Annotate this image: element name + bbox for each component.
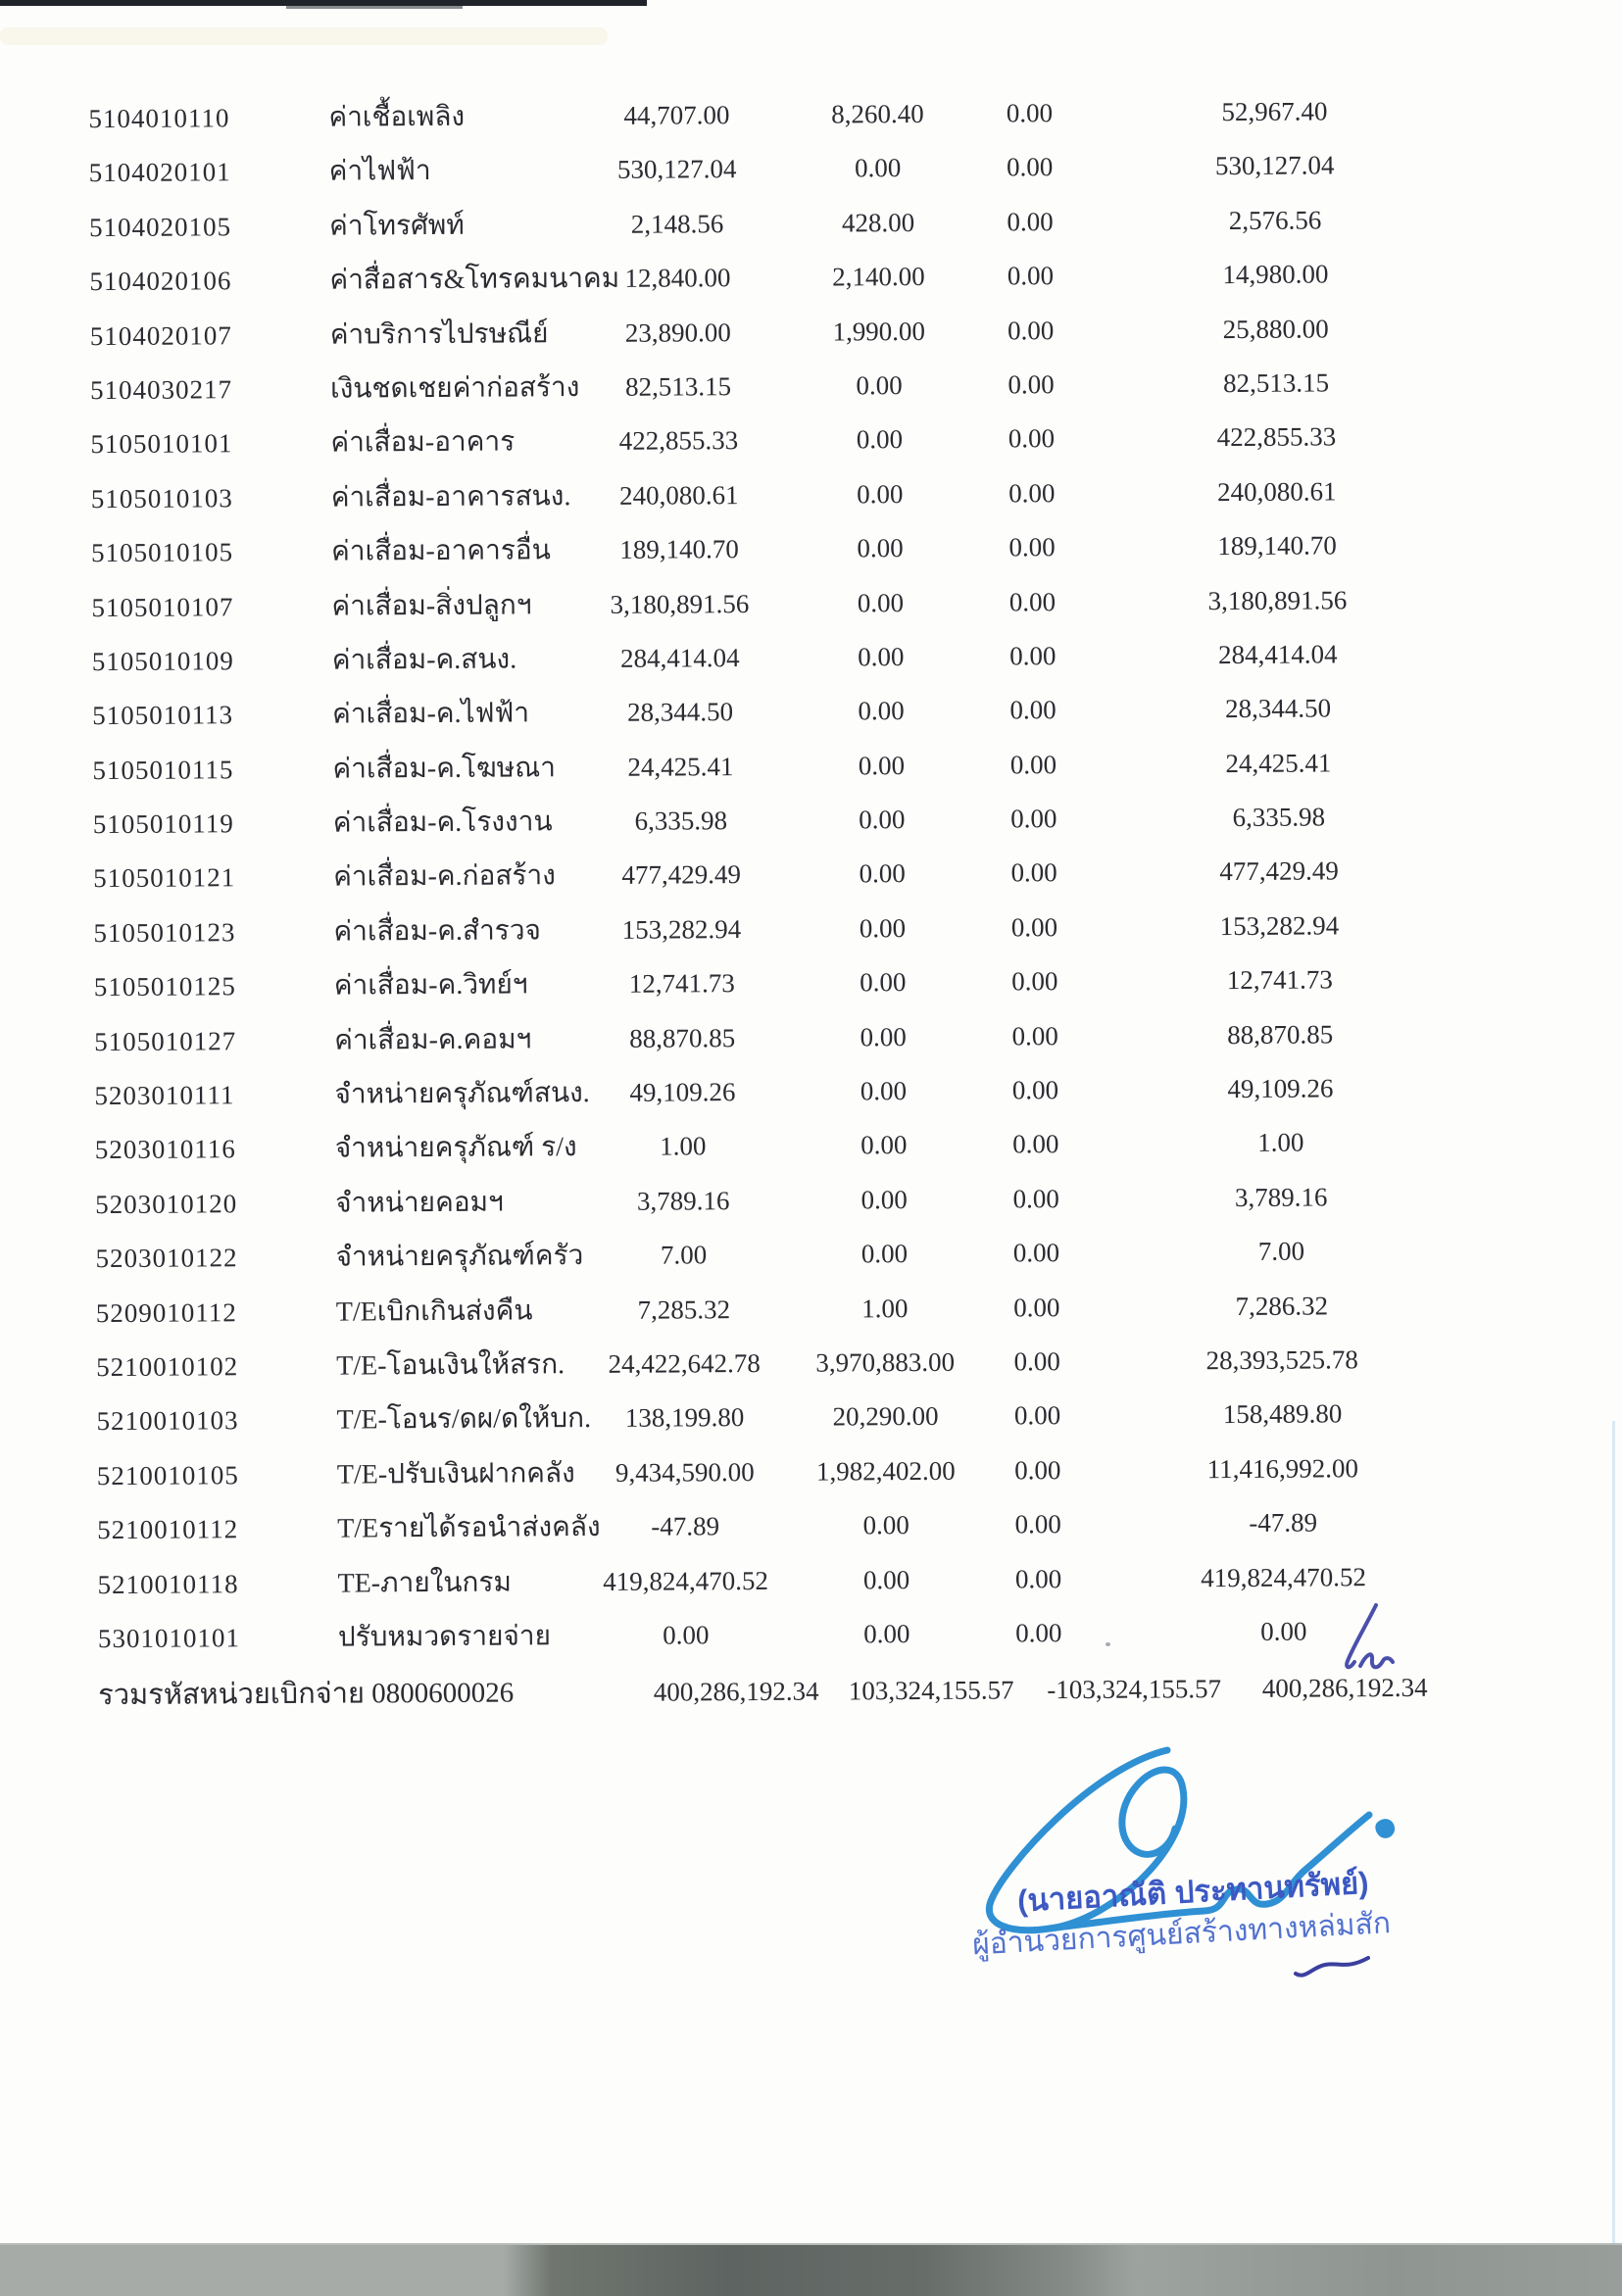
table-row [0,843,1617,906]
amount-col2: 0.00 [857,587,905,617]
table-row [0,1223,1620,1287]
amount-col3: 0.00 [1014,1509,1061,1539]
amount-col3: 0.00 [1010,804,1057,834]
account-description: ค่าเสื่อม-ค.โรงงาน [332,806,553,839]
stamp-name: (นายอาณัติ ประทานทรัพย์) [1016,1865,1370,1919]
amount-col3: 0.00 [1007,152,1054,182]
amount-col2: 0.00 [860,1076,908,1106]
table-row [0,463,1615,526]
amount-col4: 6,335.98 [1232,802,1326,833]
account-description: ค่าเสื่อม-ค.สำรวจ [333,915,542,948]
amount-col3: 0.00 [1015,1618,1062,1648]
account-code: 5210010105 [96,1460,239,1490]
account-description: ค่าเสื่อม-สิ่งปลูกฯ [331,589,532,622]
stamp-position-title: ผู้อำนวยการศูนย์สร้างทางหล่มสัก [971,1907,1392,1962]
account-description: ค่าเสื่อม-ค.โฆษณา [332,752,556,785]
total-amount-col2: 103,324,155.57 [848,1675,1014,1706]
amount-col1: 477,429.49 [621,859,741,891]
table-row [0,734,1617,798]
amount-col2: 1.00 [861,1293,909,1323]
account-description: จำหน่ายครุภัณฑ์สนง. [334,1078,590,1110]
account-code: 5105010123 [93,917,236,948]
account-description: ค่าเสื่อม-อาคารสนง. [330,480,571,513]
account-code: 5105010127 [94,1025,237,1056]
account-description: ค่าเสื่อม-ค.คอมฯ [334,1024,532,1056]
account-description: เงินชดเชยค่าก่อสร้าง [330,372,580,405]
amount-col4: 7,286.32 [1235,1291,1329,1321]
amount-col2: 428.00 [841,207,915,238]
account-description: จำหน่ายครุภัณฑ์ครัว [335,1241,584,1273]
amount-col2: 1,990.00 [832,316,926,347]
account-description: ค่าสื่อสาร&โทรคมนาคม [329,264,620,296]
account-code: 5105010119 [92,808,234,840]
amount-col3: 0.00 [1007,261,1055,291]
amount-col3: 0.00 [1006,98,1054,128]
amount-col4: 88,870.85 [1227,1019,1334,1050]
account-description: T/Eรายได้รอนำส่งคลัง [337,1512,601,1544]
amount-col3: 0.00 [1007,206,1054,237]
table-row [0,191,1613,255]
amount-col1: 23,890.00 [624,317,731,348]
amount-col4: 14,980.00 [1222,259,1329,290]
account-description: ค่าเสื่อม-อาคารอื่น [331,535,551,567]
amount-col4: 284,414.04 [1217,639,1338,670]
account-code: 5210010102 [96,1351,239,1383]
amount-col3: 0.00 [1013,1346,1060,1377]
account-description: T/E-ปรับเงินฝากคลัง [336,1457,575,1490]
amount-col1: 284,414.04 [619,643,740,673]
table-row [0,1168,1619,1232]
table-row [0,571,1616,635]
account-code: 5104030217 [90,374,233,406]
amount-col4: -47.89 [1249,1507,1318,1539]
amount-col1: 28,344.50 [627,697,734,728]
amount-col1: 153,282.94 [621,913,742,945]
amount-col4: 1.00 [1257,1128,1304,1158]
amount-col2: 0.00 [860,1239,909,1269]
scan-right-line-artifact [1612,1421,1615,2244]
account-description: ค่าเชื้อเพลิง [328,101,466,133]
account-description: T/E-โอนร/ดผ/ดให้บก. [336,1403,592,1437]
amount-col1: 3,180,891.56 [610,588,750,619]
amount-col3: 0.00 [1013,1400,1061,1431]
table-row [0,355,1614,418]
amount-col2: 0.00 [856,424,904,455]
amount-col1: 240,080.61 [618,479,739,511]
account-code: 5203010116 [94,1134,236,1165]
amount-col4: 419,824,470.52 [1201,1561,1366,1592]
amount-col2: 0.00 [856,370,903,401]
amount-col1: 24,425.41 [627,751,734,782]
amount-col2: 0.00 [859,858,906,889]
amount-col1: 12,741.73 [628,968,735,1000]
account-table [0,83,1622,1667]
amount-col4: 7.00 [1257,1236,1305,1267]
account-description: ค่าเสื่อม-ค.วิทย์ฯ [333,969,528,1001]
account-code: 5104010110 [88,103,230,134]
amount-col4: 530,127.04 [1214,150,1335,181]
amount-col4: 3,789.16 [1234,1182,1328,1212]
account-code: 5105010115 [92,754,234,785]
amount-col3: 0.00 [1012,1129,1059,1159]
amount-col1: 12,840.00 [624,263,731,293]
total-amount-col4: 400,286,192.34 [1261,1672,1428,1703]
amount-col1: 44,707.00 [623,100,730,130]
table-row [0,680,1616,744]
account-code: 5301010101 [97,1623,240,1654]
table-row [0,1114,1619,1178]
amount-col4: 153,282.94 [1219,910,1340,941]
amount-col4: 240,080.61 [1216,476,1337,507]
account-code: 5203010111 [94,1080,235,1111]
table-row [0,1277,1620,1341]
amount-col4: 477,429.49 [1219,855,1339,887]
amount-col1: 3,789.16 [636,1185,730,1216]
account-description: ค่าเสื่อม-ค.ก่อสร้าง [333,860,556,894]
amount-col2: 0.00 [857,478,904,510]
table-row [0,246,1614,310]
account-code: 5203010122 [95,1243,238,1274]
account-description: ค่าเสื่อม-ค.สนง. [331,644,517,676]
table-row [0,1060,1619,1124]
amount-col4: 158,489.80 [1222,1398,1343,1430]
amount-col2: 2,140.00 [832,262,925,292]
account-description: ค่าบริการไปรษณีย์ [329,318,549,351]
account-code: 5210010118 [97,1568,239,1599]
account-code: 5105010105 [91,537,234,568]
amount-col3: 0.00 [1012,1183,1059,1214]
amount-col4: 28,344.50 [1225,693,1332,724]
amount-col1: 1.00 [660,1131,707,1162]
amount-col4: 52,967.40 [1221,96,1328,127]
amount-col4: 11,416,992.00 [1206,1453,1359,1484]
table-row [0,1005,1618,1069]
amount-col3: 0.00 [1011,1020,1058,1051]
amount-col2: 0.00 [860,967,907,998]
account-code: 5209010112 [95,1296,237,1328]
account-description: ค่าเสื่อม-ค.ไฟฟ้า [332,698,530,730]
account-description: จำหน่ายคอมฯ [335,1187,504,1219]
account-code: 5104020105 [89,212,232,242]
account-code: 5104020106 [89,266,232,297]
amount-col1: 422,855.33 [618,425,739,457]
amount-col4: 82,513.15 [1222,367,1330,399]
amount-col4: 0.00 [1260,1616,1307,1646]
table-row [0,1440,1621,1503]
account-code: 5203010120 [95,1189,238,1219]
amount-col2: 0.00 [858,641,905,672]
account-code: 5105010113 [92,700,234,731]
amount-col1: 88,870.85 [629,1022,736,1053]
total-amount-col1: 400,286,192.34 [653,1676,819,1707]
amount-col1: 6,335.98 [634,806,728,836]
account-description: T/Eเบิกเกินส่งคืน [335,1295,533,1328]
table-row [0,409,1615,472]
account-code: 5105010125 [93,971,236,1002]
amount-col1: 7.00 [660,1240,708,1270]
amount-col3: 0.00 [1008,315,1055,345]
total-amount-col3: -103,324,155.57 [1047,1674,1222,1705]
scan-bottom-band-artifact [0,2243,1622,2296]
amount-col1: 530,127.04 [616,154,737,185]
amount-col2: 0.00 [859,912,907,944]
amount-col4: 25,880.00 [1222,313,1329,344]
table-row [0,1494,1621,1558]
amount-col2: 1,982,402.00 [815,1455,956,1487]
amount-col2: 3,970,883.00 [815,1346,956,1378]
scan-top-edge-artifact-2 [286,6,463,9]
amount-col2: 20,290.00 [832,1401,939,1432]
amount-col3: 0.00 [1014,1563,1062,1593]
table-row [0,83,1613,147]
amount-col3: 0.00 [1010,857,1057,888]
account-description: T/E-โอนเงินให้สรก. [336,1349,565,1382]
account-code: 5105010101 [90,428,233,460]
account-description: ค่าโทรศัพท์ [328,210,465,242]
amount-col1: -47.89 [651,1511,720,1541]
amount-col2: 0.00 [863,1618,910,1649]
amount-col4: 2,576.56 [1228,205,1322,235]
amount-col3: 0.00 [1014,1454,1061,1486]
amount-col3: 0.00 [1011,966,1058,997]
amount-col3: 0.00 [1009,695,1057,725]
account-description: ค่าเสื่อม-อาคาร [330,426,516,459]
table-row [0,1332,1620,1395]
amount-col1: 0.00 [663,1620,710,1650]
amount-col4: 24,425.41 [1225,748,1332,778]
amount-col2: 0.00 [860,1130,908,1160]
account-code: 5210010103 [96,1405,239,1437]
amount-col4: 12,741.73 [1226,964,1333,996]
amount-col4: 422,855.33 [1216,421,1337,453]
account-code: 5105010121 [93,862,236,894]
amount-col2: 0.00 [858,750,906,781]
amount-col3: 0.00 [1013,1292,1060,1323]
scan-smudge-artifact [0,27,608,45]
amount-col3: 0.00 [1008,477,1056,509]
amount-col2: 0.00 [859,805,906,835]
amount-col1: 419,824,470.52 [603,1565,769,1596]
amount-col2: 0.00 [860,1184,908,1215]
amount-col3: 0.00 [1011,1075,1059,1105]
amount-col1: 138,199.80 [624,1402,745,1434]
amount-col4: 3,180,891.56 [1207,584,1348,615]
amount-col3: 0.00 [1009,641,1057,671]
amount-col1: 9,434,590.00 [614,1456,755,1488]
amount-col1: 2,148.56 [630,208,724,239]
account-description: ปรับหมวดรายจ่าย [337,1621,552,1653]
table-row [0,626,1616,690]
amount-col3: 0.00 [1008,369,1055,400]
account-description: TE-ภายในกรม [337,1567,513,1599]
amount-col3: 0.00 [1008,423,1056,454]
amount-col3: 0.00 [1008,586,1057,616]
stamp-squiggle-icon [1292,1950,1374,1981]
amount-col1: 49,109.26 [629,1077,736,1107]
table-row [0,952,1618,1015]
amount-col2: 0.00 [857,533,904,563]
account-code: 5105010107 [91,591,234,622]
account-code: 5105010109 [91,646,234,677]
amount-col1: 82,513.15 [625,371,732,402]
amount-col2: 8,260.40 [831,98,924,129]
amount-col1: 24,422,642.78 [608,1347,761,1379]
table-row [0,1386,1621,1449]
account-code: 5210010112 [97,1514,239,1545]
account-code: 5104020101 [88,157,231,188]
amount-col2: 0.00 [858,696,905,726]
table-row [0,897,1618,960]
account-description: ค่าไฟฟ้า [328,156,431,188]
amount-col2: 0.00 [855,153,902,183]
account-code: 5105010103 [90,482,233,513]
amount-col2: 0.00 [862,1510,909,1540]
amount-col1: 7,285.32 [637,1294,731,1325]
amount-col1: 189,140.70 [619,534,739,564]
amount-col2: 0.00 [862,1564,910,1594]
amount-col3: 0.00 [1008,532,1056,562]
amount-col4: 28,393,525.78 [1205,1344,1358,1376]
total-label: รวมรหัสหน่วยเบิกจ่าย 0800600026 [98,1677,515,1712]
table-row [0,137,1613,201]
table-row [0,300,1614,364]
approval-checkmark-icon [1325,1599,1413,1687]
account-description: จำหน่ายครุภัณฑ์ ร/ง [334,1132,577,1165]
amount-col4: 189,140.70 [1217,530,1337,562]
amount-col4: 49,109.26 [1227,1073,1334,1104]
amount-col3: 0.00 [1010,911,1058,943]
amount-col2: 0.00 [860,1021,907,1052]
account-code: 5104020107 [89,319,232,351]
scan-speck [1106,1642,1110,1646]
table-row [0,789,1617,853]
table-row [0,517,1615,581]
amount-col3: 0.00 [1009,749,1057,780]
amount-col3: 0.00 [1012,1238,1060,1268]
